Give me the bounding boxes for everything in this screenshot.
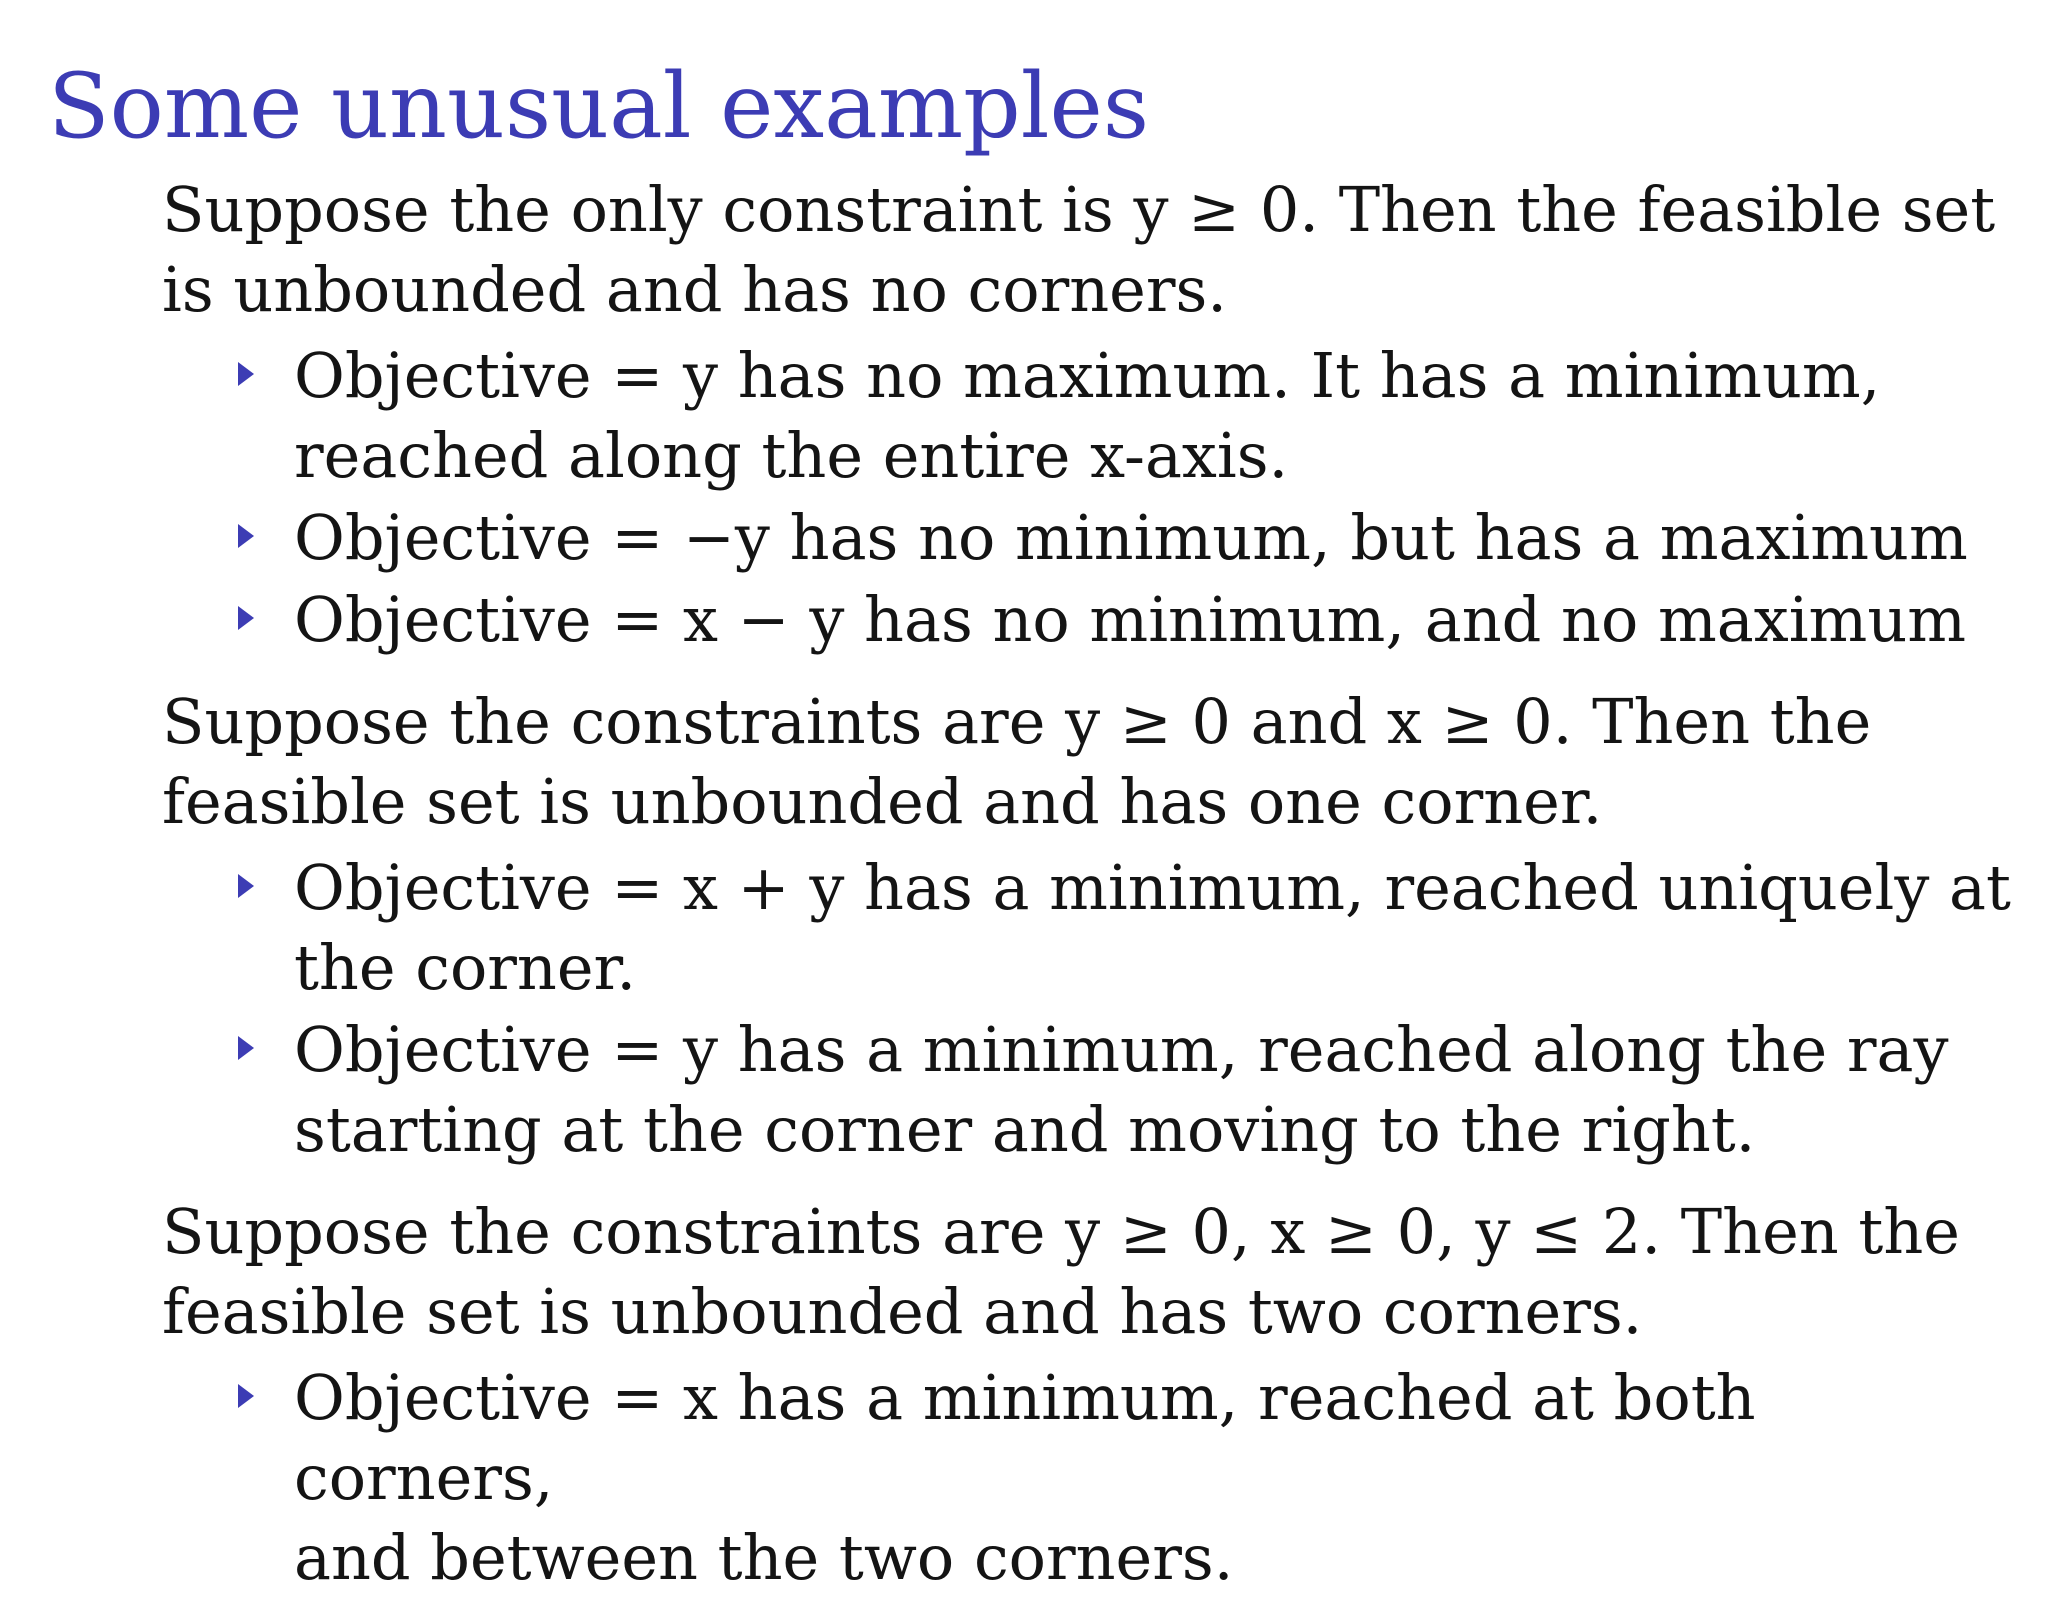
section-paragraph [162,1192,2022,1352]
section-paragraph [162,682,2022,842]
section-3 [162,1192,2022,1598]
bullet-item [294,336,2022,496]
triangle-bullet-icon [238,524,254,548]
bullet-item [294,848,2022,1008]
paragraph-line: is unbounded and has no corners. [162,253,1228,326]
bullet-line: Objective = y has a minimum, reached along the ray [294,1013,1949,1086]
bullet-item [294,1010,2022,1170]
bullet-line: starting at the corner and moving to the right. [294,1093,1756,1166]
paragraph-line: feasible set is unbounded and has one corner. [162,765,1603,838]
paragraph-line: Suppose the constraints are y ≥ 0, x ≥ 0, y ≤ 2. Then the [162,1195,1960,1268]
bullet-line: Objective = y has no maximum. It has a minimum, [294,339,1881,412]
triangle-bullet-icon [238,362,254,386]
bullet-line: Objective = −y has no minimum, but has a maximum [294,501,1968,574]
triangle-bullet-icon [238,606,254,630]
bullet-line: the corner. [294,931,637,1004]
bullet-line: Objective = x − y has no minimum, and no maximum [294,583,1967,656]
bullet-list [162,848,2022,1170]
paragraph-line: Suppose the constraints are y ≥ 0 and x ≥ 0. Then the [162,685,1872,758]
bullet-line: Objective = x + y has a minimum, reached uniquely at [294,851,2011,924]
triangle-bullet-icon [238,1384,254,1408]
bullet-item [294,498,2022,578]
slide-content [162,170,2022,1600]
paragraph-line: Suppose the only constraint is y ≥ 0. Then the feasible set [162,173,1996,246]
bullet-line: Objective = x has a minimum, reached at both corners, [294,1361,1756,1514]
bullet-line: and between the two corners. [294,1521,1234,1594]
triangle-bullet-icon [238,874,254,898]
triangle-bullet-icon [238,1036,254,1060]
section-paragraph [162,170,2022,330]
bullet-list [162,336,2022,660]
bullet-item [294,1358,2022,1598]
paragraph-line: feasible set is unbounded and has two corners. [162,1275,1643,1348]
section-1 [162,170,2022,660]
bullet-line: reached along the entire x-axis. [294,419,1289,492]
section-2 [162,682,2022,1170]
bullet-item [294,580,2022,660]
slide-title: Some unusual examples [48,54,1150,159]
bullet-list [162,1358,2022,1598]
